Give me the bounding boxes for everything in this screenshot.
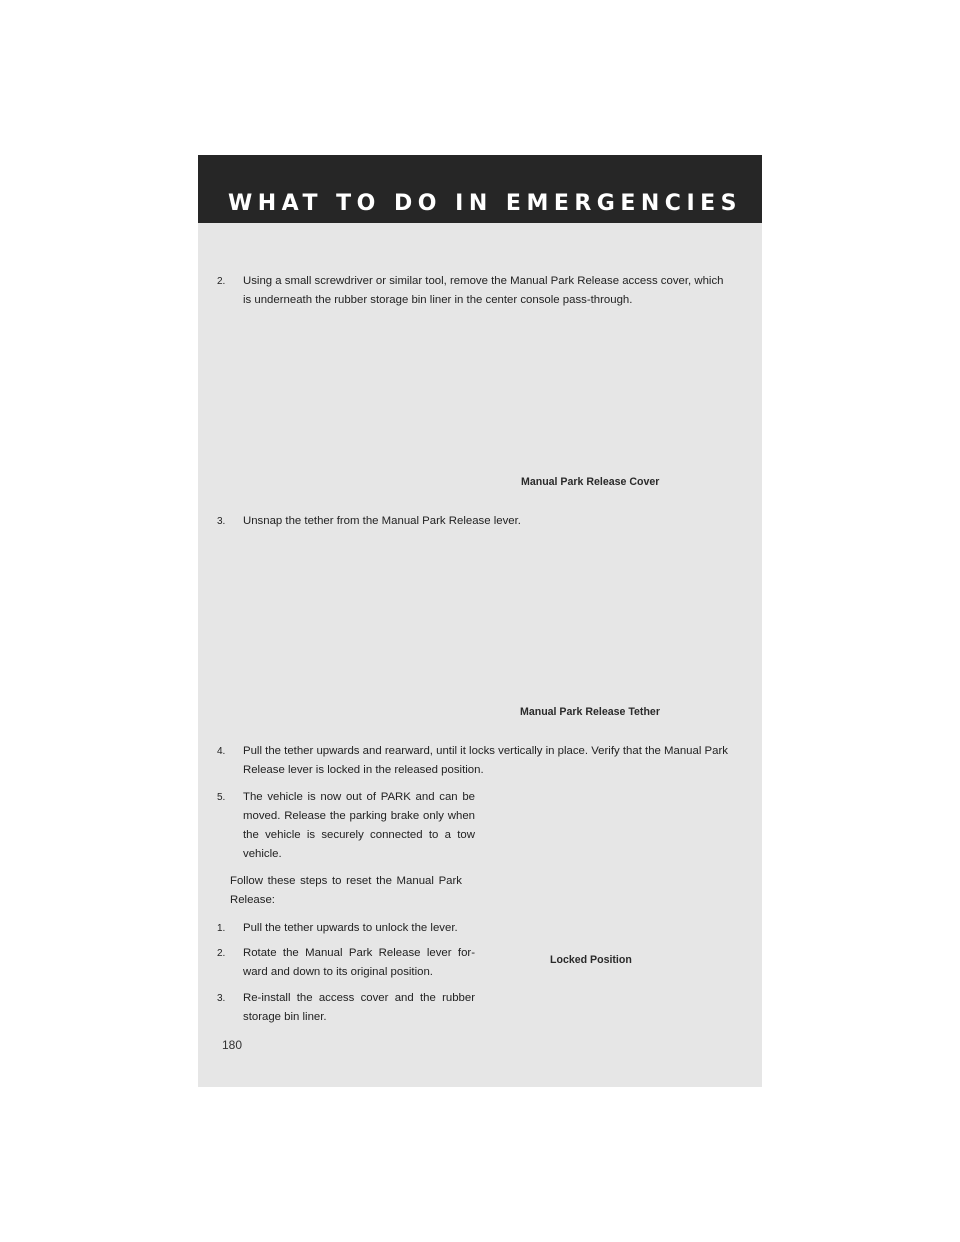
reset-step-2-number: 2. [217,948,226,959]
reset-step-3-text: Re-install the access cover and the rubber storage bin liner. [243,992,475,1023]
manual-page [198,155,762,1087]
step-3-number: 3. [217,516,226,527]
reset-step-1 [217,919,475,938]
reset-step-2 [217,944,475,982]
reset-step-3-number: 3. [217,993,226,1004]
reset-step-3 [217,989,475,1027]
reset-step-2-text: Rotate the Manual Park Release lever for-ward and down to its original position. [243,947,475,978]
step-4-number: 4. [217,746,226,757]
section-title: WHAT TO DO IN EMERGENCIES [228,191,743,216]
step-2-text: Using a small screwdriver or similar tool, remove the Manual Park Release access cover, which is underneath the rubber storage bin liner in the center console pass-through. [243,275,724,306]
caption-cover: Manual Park Release Cover [521,476,660,488]
step-5-number: 5. [217,792,226,803]
step-2 [217,272,733,310]
caption-locked: Locked Position [550,954,632,966]
step-3 [217,512,733,531]
step-5 [217,788,475,864]
reset-intro: Follow these steps to reset the Manual Park Release: [230,875,462,906]
page-number: 180 [222,1038,243,1052]
caption-tether: Manual Park Release Tether [520,706,660,718]
reset-step-1-text: Pull the tether upwards to unlock the lever. [243,922,458,934]
reset-step-1-number: 1. [217,923,226,934]
section-header [198,155,762,223]
step-4-text: Pull the tether upwards and rearward, until it locks vertically in place. Verify that the Manual Park Release lever is locked in the released position. [243,745,728,776]
step-2-number: 2. [217,276,226,287]
step-5-text: The vehicle is now out of PARK and can be moved. Release the parking brake only when the vehicle is securely connected to a tow vehicle. [243,791,475,860]
step-4 [217,742,733,780]
step-3-text: Unsnap the tether from the Manual Park Release lever. [243,515,521,527]
